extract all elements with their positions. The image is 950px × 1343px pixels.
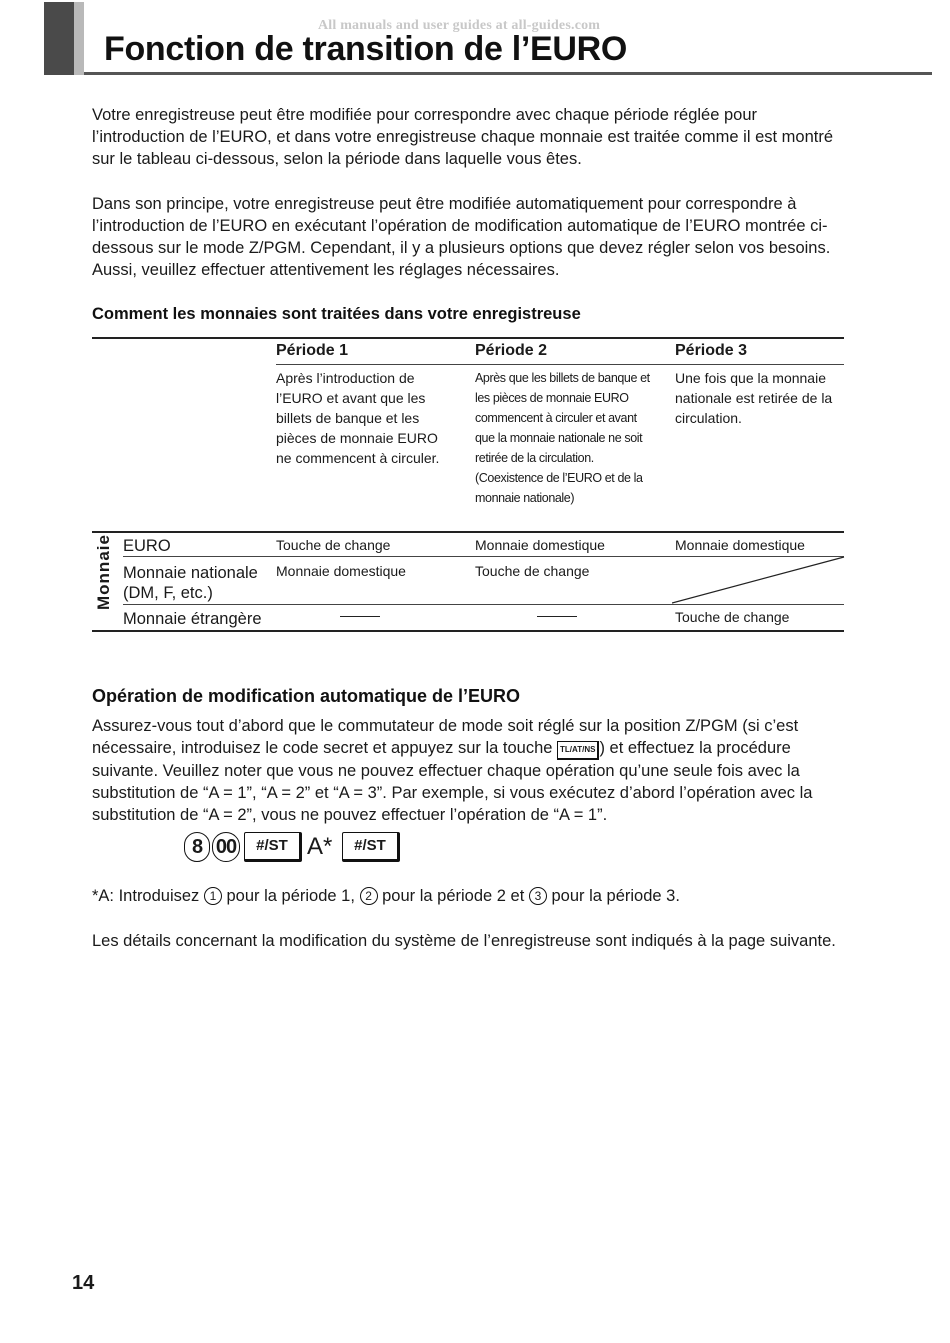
not-applicable-dash — [340, 616, 380, 617]
table-top-rule — [92, 337, 844, 339]
table-bottom-rule — [92, 630, 844, 632]
watermark: All manuals and user guides at all-guides.com — [318, 18, 601, 33]
row-label-foreign-currency: Monnaie étrangère — [123, 610, 262, 628]
table-cell: Monnaie domestique — [276, 563, 406, 579]
header-rule — [276, 364, 844, 365]
period-3-description: Une fois que la monnaie nationale est retirée de la circulation. — [675, 370, 833, 426]
period-2-header: Période 2 — [475, 342, 548, 359]
not-applicable-dash — [537, 616, 577, 617]
table-cell: Touche de change — [475, 563, 590, 579]
circled-3: 3 — [529, 887, 547, 905]
operation-text-after-key: ) et effectuez la procédure suivante. Veuillez noter que vous ne pouvez effectuer chaque opération qu’une seule fois avec la substitution de “A = 1”, “A = 2” et “A = 3”. Par exemple, si vous exécutez d’abord l’opération avec la substitution de “A = 2”, vous ne pouvez effectuer l’opération de “A = 1”. — [92, 739, 813, 824]
period-2-description: Après que les billets de banque et les pièces de monnaie EURO commencent à circuler et avant que la monnaie nationale ne soit retirée de la circulation. (Coexistence de l’EURO et de la monnaie nationale) — [475, 371, 650, 505]
note-text: pour la période 3. — [551, 887, 680, 905]
table-cell: Touche de change — [276, 537, 391, 553]
tl-at-ns-key-icon: TL/AT/NS — [557, 741, 599, 760]
note-text: *A: Introduisez — [92, 887, 200, 905]
note-text: pour la période 2 et — [382, 887, 525, 905]
period-1-header: Période 1 — [276, 342, 349, 359]
intro-paragraph-2: Dans son principe, votre enregistreuse peut être modifiée automatiquement pour correspondre à l’introduction de l’EURO en exécutant l’opération de modification automatique de l’EURO montrée ci-dessous sur le mode Z/PGM. Cependant, il y a plusieurs options que devez régler selon vos besoins. Aussi, veuillez effectuer attentivement les réglages nécessaires. — [92, 195, 831, 279]
title-accent-bar — [44, 2, 74, 75]
not-applicable-diagonal — [672, 556, 846, 604]
key-st-2: #/ST — [342, 832, 400, 862]
intro-paragraph-1: Votre enregistreuse peut être modifiée pour correspondre avec chaque période réglée pour l’introduction de l’EURO, et dans votre enregistreuse chaque monnaie est traitée comme il est montré sur le tableau ci-dessous, selon la période dans laquelle vous êtes. — [92, 106, 834, 168]
variable-a: A* — [307, 833, 333, 860]
key-8: 8 — [184, 832, 210, 862]
key-st-1: #/ST — [244, 832, 302, 862]
operation-text-before-key: Assurez-vous tout d’abord que le commutateur de mode soit réglé sur la position Z/PGM (si c’est nécessaire, introduisez le code secret et appuyez sur la touche — [92, 717, 799, 757]
table-cell: Monnaie domestique — [675, 537, 805, 553]
period-3-header: Période 3 — [675, 342, 748, 359]
period-note — [92, 885, 847, 907]
circled-2: 2 — [360, 887, 378, 905]
operation-heading: Opération de modification automatique de l’EURO — [92, 686, 521, 706]
circled-1: 1 — [204, 887, 222, 905]
title-underline — [84, 72, 932, 75]
note-text: pour la période 1, — [226, 887, 355, 905]
row-rule — [123, 604, 844, 605]
row-label-national-currency: Monnaie nationale (DM, F, etc.) — [123, 564, 258, 602]
page-number: 14 — [72, 1272, 95, 1294]
page-title: Fonction de transition de l’EURO — [104, 30, 628, 68]
table-heading: Comment les monnaies sont traitées dans votre enregistreuse — [92, 305, 581, 323]
currency-side-label: Monnaie — [94, 534, 113, 610]
row-label-euro: EURO — [123, 537, 171, 555]
table-cell: Touche de change — [675, 609, 790, 625]
period-1-description: Après l’introduction de l’EURO et avant que les billets de banque et les pièces de monnaie EURO ne commencent à circuler. — [276, 370, 440, 466]
title-accent-bar-light — [74, 2, 84, 75]
closing-paragraph: Les détails concernant la modification du système de l’enregistreuse sont indiqués à la page suivante. — [92, 932, 836, 950]
table-body-rule — [92, 531, 844, 533]
key-00: 00 — [212, 832, 240, 862]
table-cell: Monnaie domestique — [475, 537, 605, 553]
operation-paragraph — [92, 715, 847, 826]
